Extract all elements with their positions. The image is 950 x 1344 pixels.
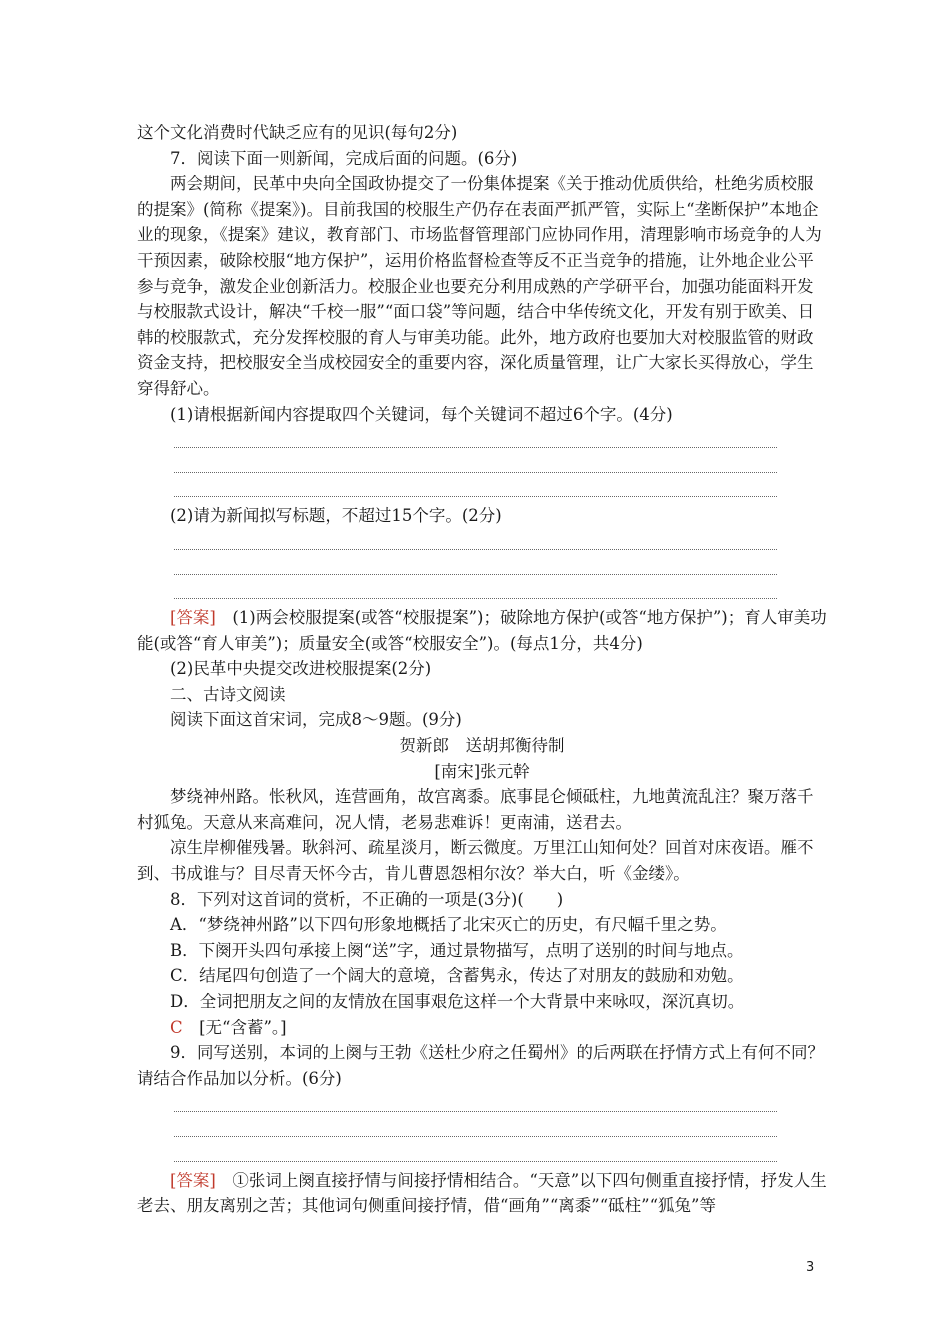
- q8-answer-letter: C: [170, 1017, 183, 1037]
- q7-sub2: (2)请为新闻拟写标题，不超过15个字。(2分): [170, 506, 502, 526]
- poem-stanza-1: 梦绕神州路。怅秋风，连营画角，故宫离黍。底事昆仑倾砥柱，九地黄流乱注？聚万落千村狐兔。天意从来高难问，况人情，老易悲难诉！更南浦，送君去。: [137, 787, 814, 832]
- poem-stanza-2: 凉生岸柳催残暑。耿斜河、疏星淡月，断云微度。万里江山知何处？回首对床夜语。雁不到、书成谁与？目尽青天怀今古，肯儿曹恩怨相尔汝？举大白，听《金缕》。: [137, 838, 814, 884]
- q9-stem: 9．同写送别，本词的上阕与王勃《送杜少府之任蜀州》的后两联在抒情方式上有何不同？请结合作品加以分析。(6分): [137, 1043, 824, 1088]
- answer-line[interactable]: [174, 550, 777, 575]
- lead-in-line: 这个文化消费时代缺乏应有的见识(每句2分): [137, 123, 458, 142]
- q8-stem: 8．下列对这首词的赏析，不正确的一项是(3分)( ): [170, 889, 564, 909]
- poem-author: [南宋]张元幹: [434, 761, 530, 781]
- q7-news-paragraph: 两会期间，民革中央向全国政协提交了一份集体提案《关于推动优质供给，杜绝劣质校服的提案》(简称《提案》)。目前我国的校服生产仍存在表面严抓严管，实际上“垄断保护”本地企业的现象，《提案》建议，教育部门、市场监督管理部门应协同作用，清理影响市场竞争的人为干预因素，破除校服“地方保护”，运用价格监督检查等反不正当竞争的措施，让外地企业公平参与竞争，激发企业创新活力。校服企业也要充分利用成熟的产学研平台，加强功能面料开发与校服款式设计，解决“千校一服”“面口袋”等问题，结合中华传统文化，开发有别于欧美、日韩的校服款式，充分发挥校服的育人与审美功能。此外，地方政府也要加大对校服监管的财政资金支持，把校服安全当成校园安全的重要内容，深化质量管理，让广大家长买得放心，学生穿得舒心。: [137, 174, 822, 398]
- q7-answer: [137, 605, 827, 656]
- q8-option-b: B．下阕开头四句承接上阕“送”字，通过景物描写，点明了送别的时间与地点。: [170, 940, 744, 960]
- answer-line[interactable]: [174, 575, 777, 600]
- q9-answer-text: ①张词上阕直接抒情与间接抒情相结合。“天意”以下四句侧重直接抒情，抒发人生老去、朋友离别之苦；其他词句侧重间接抒情，借“画角”“离黍”“砥柱”“狐兔”等: [137, 1170, 827, 1216]
- answer-line[interactable]: [174, 448, 777, 473]
- q7-sub2-answer-lines: [137, 529, 827, 599]
- answer-line[interactable]: [174, 1091, 777, 1112]
- page-number: 3: [806, 1260, 815, 1275]
- answer-line[interactable]: [174, 427, 777, 448]
- answer-line[interactable]: [174, 1137, 777, 1162]
- answer-tag: [答案]: [170, 608, 216, 628]
- q8-answer: [137, 1015, 827, 1041]
- q7-sub1-answer-lines: [137, 427, 827, 497]
- section2-intro: 阅读下面这首宋词，完成8～9题。(9分): [170, 710, 462, 730]
- q7-answer1-text: (1)两会校服提案(或答“校服提案”)；破除地方保护(或答“地方保护”)；育人审美功能(或答“育人审美”)；质量安全(或答“校服安全”)。(每点1分，共4分): [137, 608, 827, 653]
- answer-line[interactable]: [174, 473, 777, 498]
- q9-answer: [137, 1168, 827, 1219]
- q8-option-d: D．全词把朋友之间的友情放在国事艰危这样一个大背景中来咏叹，深沉真切。: [170, 992, 745, 1011]
- q8-answer-note: [无“含蓄”。]: [182, 1017, 287, 1037]
- answer-line[interactable]: [174, 529, 777, 550]
- q7-stem: 7．阅读下面一则新闻，完成后面的问题。(6分): [170, 148, 518, 168]
- poem-title: 贺新郎 送胡邦衡待制: [399, 736, 565, 756]
- q8-option-c: C．结尾四句创造了一个阔大的意境，含蓄隽永，传达了对朋友的鼓励和劝勉。: [170, 966, 744, 986]
- section2-heading: 二、古诗文阅读: [170, 684, 286, 704]
- q9-answer-lines: [137, 1091, 827, 1161]
- answer-tag: [答案]: [170, 1170, 216, 1190]
- q7-answer2: (2)民革中央提交改进校服提案(2分): [170, 659, 432, 679]
- q7-sub1: (1)请根据新闻内容提取四个关键词，每个关键词不超过6个字。(4分): [170, 404, 673, 424]
- q8-option-a: A．“梦绕神州路”以下四句形象地概括了北宋灭亡的历史，有尺幅千里之势。: [170, 915, 727, 935]
- answer-line[interactable]: [174, 1112, 777, 1137]
- page-content: [137, 120, 827, 1219]
